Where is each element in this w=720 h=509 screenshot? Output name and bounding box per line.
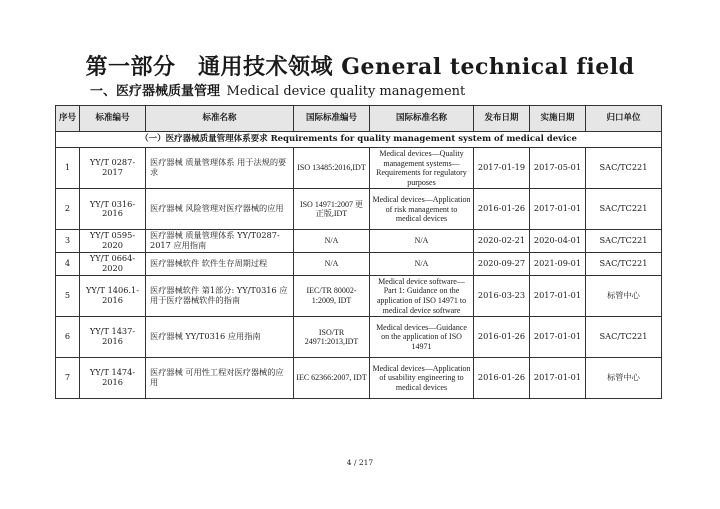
column-header-intl-code: 国际标准编号 [294, 106, 370, 132]
cell-unit: SAC/TC221 [586, 230, 662, 253]
cell-name: 医疗器械 质量管理体系 YY/T0287-2017 应用指南 [146, 230, 294, 253]
table-row [56, 148, 662, 189]
table-row [56, 253, 662, 276]
cell-unit: 标管中心 [586, 358, 662, 399]
cell-intl-code: ISO 13485:2016,IDT [294, 148, 370, 189]
cell-intl-code: N/A [294, 253, 370, 276]
cell-code: YY/T 0316-2016 [80, 189, 146, 230]
table-row [56, 317, 662, 358]
cell-publish-date: 2016-01-26 [474, 317, 530, 358]
cell-publish-date: 2016-01-26 [474, 189, 530, 230]
cell-code: YY/T 1406.1-2016 [80, 275, 146, 316]
table-header-row [56, 106, 662, 132]
cell-no: 7 [56, 358, 80, 399]
cell-publish-date: 2016-03-23 [474, 275, 530, 316]
cell-implement-date: 2017-01-01 [530, 358, 586, 399]
cell-implement-date: 2020-04-01 [530, 230, 586, 253]
cell-no: 5 [56, 275, 80, 316]
cell-intl-name: N/A [370, 253, 474, 276]
cell-name: 医疗器械 可用性工程对医疗器械的应用 [146, 358, 294, 399]
cell-intl-name: Medical device software—Part 1: Guidance on the application of ISO 14971 to medical device software [370, 275, 474, 316]
cell-intl-code: ISO/TR 24971:2013,IDT [294, 317, 370, 358]
cell-no: 2 [56, 189, 80, 230]
column-header-code: 标准编号 [80, 106, 146, 132]
column-header-unit: 归口单位 [586, 106, 662, 132]
cell-intl-name: Medical devices—Application of risk management to medical devices [370, 189, 474, 230]
cell-code: YY/T 0287-2017 [80, 148, 146, 189]
table-row [56, 230, 662, 253]
cell-intl-name: N/A [370, 230, 474, 253]
cell-name: 医疗器械 质量管理体系 用于法规的要求 [146, 148, 294, 189]
cell-unit: 标管中心 [586, 275, 662, 316]
table-row [56, 358, 662, 399]
cell-code: YY/T 0595-2020 [80, 230, 146, 253]
table-row [56, 275, 662, 316]
cell-publish-date: 2020-02-21 [474, 230, 530, 253]
cell-name: 医疗器械软件 第1部分: YY/T0316 应用于医疗器械软件的指南 [146, 275, 294, 316]
cell-implement-date: 2017-01-01 [530, 189, 586, 230]
column-header-no: 序号 [56, 106, 80, 132]
cell-no: 1 [56, 148, 80, 189]
cell-name: 医疗器械软件 软件生存周期过程 [146, 253, 294, 276]
cell-unit: SAC/TC221 [586, 253, 662, 276]
cell-publish-date: 2016-01-26 [474, 358, 530, 399]
cell-publish-date: 2020-09-27 [474, 253, 530, 276]
cell-intl-code: IEC 62366:2007, IDT [294, 358, 370, 399]
cell-no: 3 [56, 230, 80, 253]
section-heading-en: Medical device quality management [226, 84, 466, 99]
cell-intl-code: N/A [294, 230, 370, 253]
subsection-row [56, 132, 662, 148]
table-row [56, 189, 662, 230]
cell-unit: SAC/TC221 [586, 317, 662, 358]
cell-intl-code: IEC/TR 80002-1:2009, IDT [294, 275, 370, 316]
page-number: 4 / 217 [346, 458, 374, 467]
cell-intl-name: Medical devices—Application of usability engineering to medical devices [370, 358, 474, 399]
cell-code: YY/T 0664-2020 [80, 253, 146, 276]
section-heading-cn: 一、医疗器械质量管理 [90, 84, 221, 99]
cell-name: 医疗器械 YY/T0316 应用指南 [146, 317, 294, 358]
cell-implement-date: 2017-05-01 [530, 148, 586, 189]
cell-implement-date: 2017-01-01 [530, 275, 586, 316]
cell-unit: SAC/TC221 [586, 148, 662, 189]
cell-unit: SAC/TC221 [586, 189, 662, 230]
column-header-publish-date: 发布日期 [474, 106, 530, 132]
column-header-name: 标准名称 [146, 106, 294, 132]
cell-intl-code: ISO 14971:2007 更正版,IDT [294, 189, 370, 230]
column-header-implement-date: 实施日期 [530, 106, 586, 132]
cell-name: 医疗器械 风险管理对医疗器械的应用 [146, 189, 294, 230]
page-title: 第一部分 通用技术领域 General technical field [85, 54, 635, 80]
column-header-intl-name: 国际标准名称 [370, 106, 474, 132]
subsection-label: （一）医疗器械质量管理体系要求 Requirements for quality management system of medical device [56, 132, 662, 148]
cell-intl-name: Medical devices—Quality management systems—Requirements for regulatory purposes [370, 148, 474, 189]
cell-no: 6 [56, 317, 80, 358]
cell-intl-name: Medical devices—Guidance on the application of ISO 14971 [370, 317, 474, 358]
cell-implement-date: 2017-01-01 [530, 317, 586, 358]
section-heading [90, 80, 465, 99]
cell-publish-date: 2017-01-19 [474, 148, 530, 189]
standards-table [55, 105, 662, 399]
cell-implement-date: 2021-09-01 [530, 253, 586, 276]
cell-code: YY/T 1437-2016 [80, 317, 146, 358]
cell-no: 4 [56, 253, 80, 276]
cell-code: YY/T 1474-2016 [80, 358, 146, 399]
